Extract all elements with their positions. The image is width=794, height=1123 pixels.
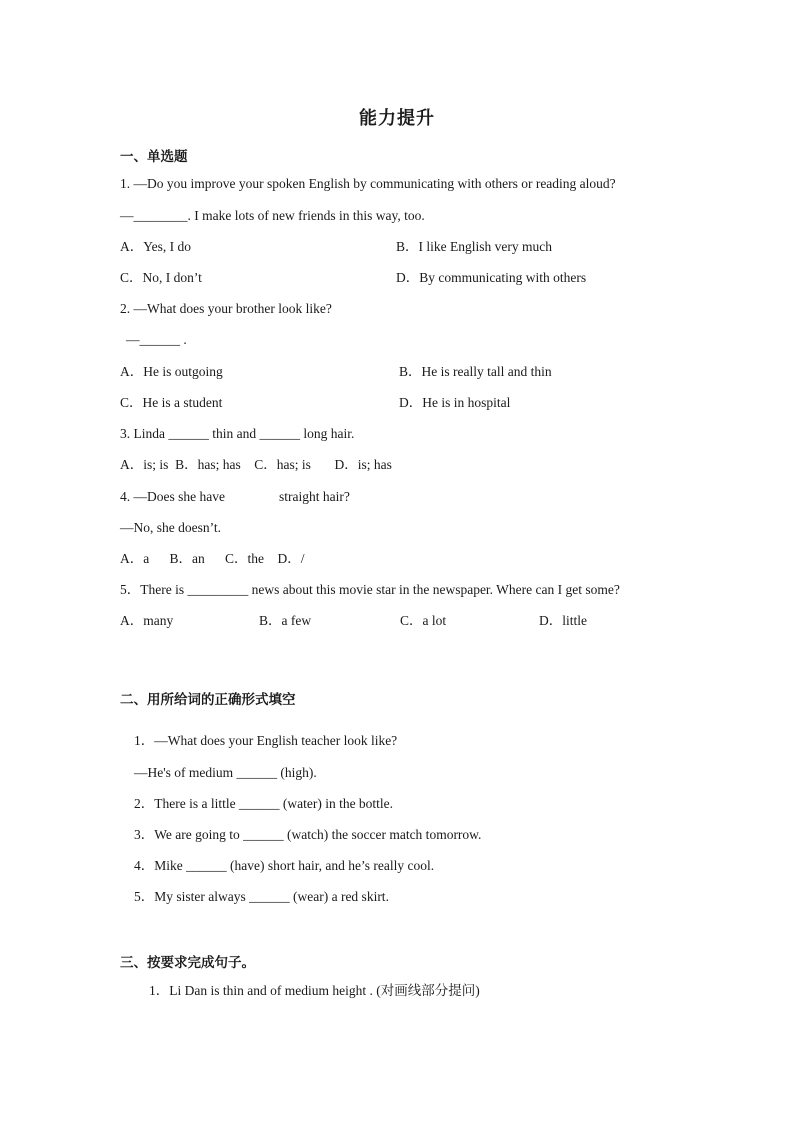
q1-reply: —________. I make lots of new friends in this way, too. — [120, 208, 425, 223]
s2-q1-answer: —He's of medium ______ (high). — [134, 765, 317, 780]
q5-stem: 5．There is _________ news about this movie star in the newspaper. Where can I get some? — [120, 582, 620, 597]
q2-option-a: A．He is outgoing — [120, 364, 223, 379]
section-3-heading: 三、按要求完成句子。 — [120, 955, 255, 971]
q1-option-d: D．By communicating with others — [396, 270, 587, 285]
s2-q4: 4．Mike ______ (have) short hair, and he’s really cool. — [134, 858, 435, 873]
s2-q3: 3．We are going to ______ (watch) the soccer match tomorrow. — [134, 827, 482, 842]
q1-option-c: C．No, I don’t — [120, 270, 202, 285]
q2-option-c: C．He is a student — [120, 395, 223, 410]
q5-option-a: A．many — [120, 613, 174, 628]
s2-q5: 5．My sister always ______ (wear) a red skirt. — [134, 889, 389, 904]
page-title: 能力提升 — [359, 108, 435, 129]
q4-stem: 4. —Does she have straight hair? — [120, 489, 350, 504]
q4-options: A．a B．an C．the D．/ — [120, 551, 305, 566]
s2-q2: 2．There is a little ______ (water) in the bottle. — [134, 796, 394, 811]
s2-q1-question: 1．—What does your English teacher look like? — [134, 733, 398, 748]
q3-stem: 3. Linda ______ thin and ______ long hair. — [120, 426, 355, 441]
q5-option-d: D．little — [539, 613, 587, 628]
q5-option-b: B．a few — [259, 613, 312, 628]
q1-stem: 1. —Do you improve your spoken English by communicating with others or reading aloud? — [120, 176, 616, 191]
q2-stem: 2. —What does your brother look like? — [120, 301, 332, 316]
q5-option-c: C．a lot — [400, 613, 447, 628]
q1-option-a: A．Yes, I do — [120, 239, 192, 254]
s3-q1: 1．Li Dan is thin and of medium height . (对画线部分提问) — [149, 983, 480, 998]
section-1-heading: 一、单选题 — [120, 149, 188, 165]
q1-option-b: B．I like English very much — [396, 239, 552, 254]
q2-reply: —______ . — [126, 332, 187, 347]
q3-options: A．is; is B．has; has C．has; is D．is; has — [120, 457, 392, 472]
q2-option-b: B．He is really tall and thin — [399, 364, 552, 379]
section-2-heading: 二、用所给词的正确形式填空 — [120, 692, 296, 708]
q4-reply: —No, she doesn’t. — [120, 520, 221, 535]
q2-option-d: D．He is in hospital — [399, 395, 511, 410]
